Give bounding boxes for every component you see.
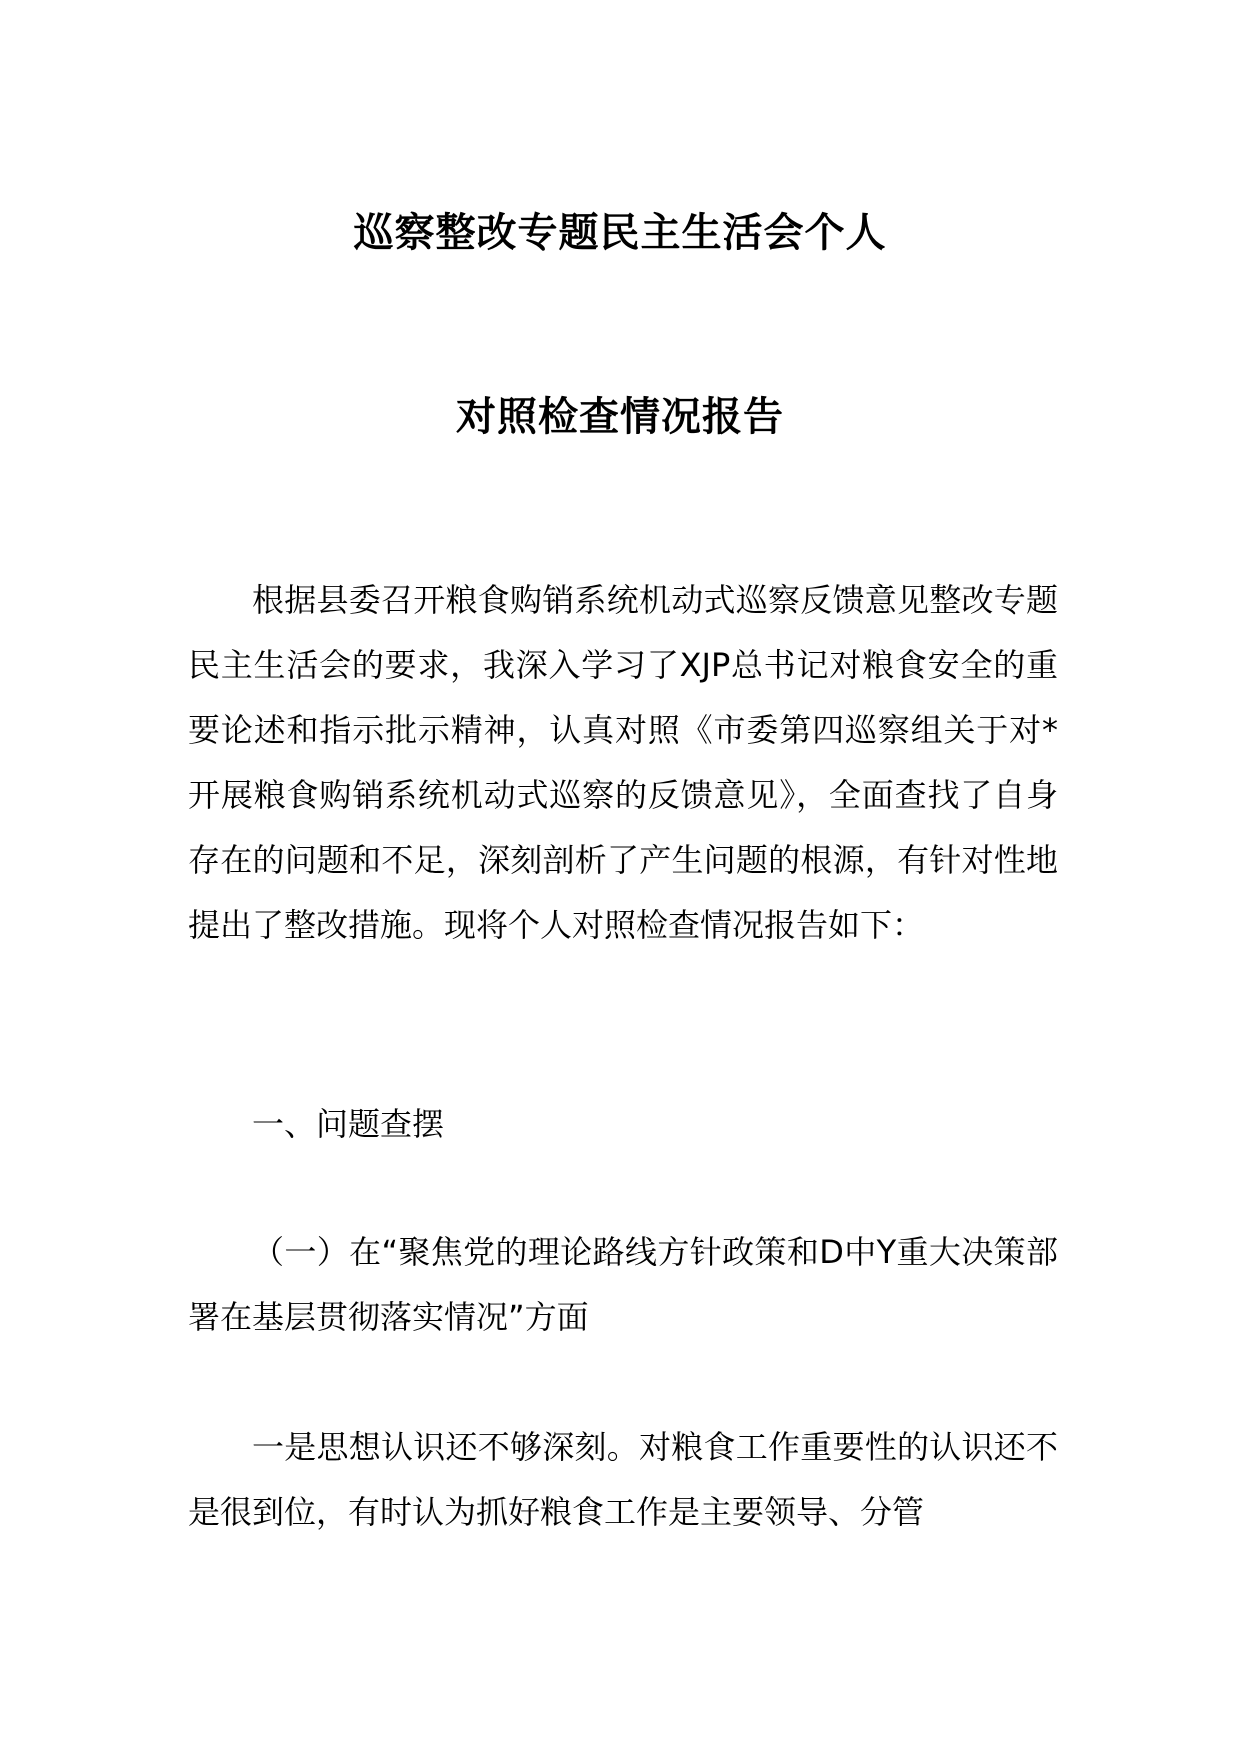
section-heading: 一、问题查摆	[252, 1105, 445, 1143]
intro-paragraph: 根据县委召开粮食购销系统机动式巡察反馈意见整改专题民主生活会的要求，我深入学习了XJP总书记对粮食安全的重要论述和指示批示精神，认真对照《市委第四巡察组关于对*开展粮食购销系统机动式巡察的反馈意见》，全面查找了自身存在的问题和不足，深刻剖析了产生问题的根源，有针对性地提出了整改措施。现将个人对照检查情况报告如下：	[188, 581, 1058, 944]
point-paragraph: 一是思想认识还不够深刻。对粮食工作重要性的认识还不是很到位，有时认为抓好粮食工作是主要领导、分管	[188, 1428, 1058, 1531]
subsection-heading: （一）在“聚焦党的理论路线方针政策和D中Y重大决策部署在基层贯彻落实情况”方面	[188, 1233, 1058, 1336]
document-title-line-1: 巡察整改专题民主生活会个人	[353, 210, 887, 256]
document-title-line-2: 对照检查情况报告	[456, 394, 784, 440]
